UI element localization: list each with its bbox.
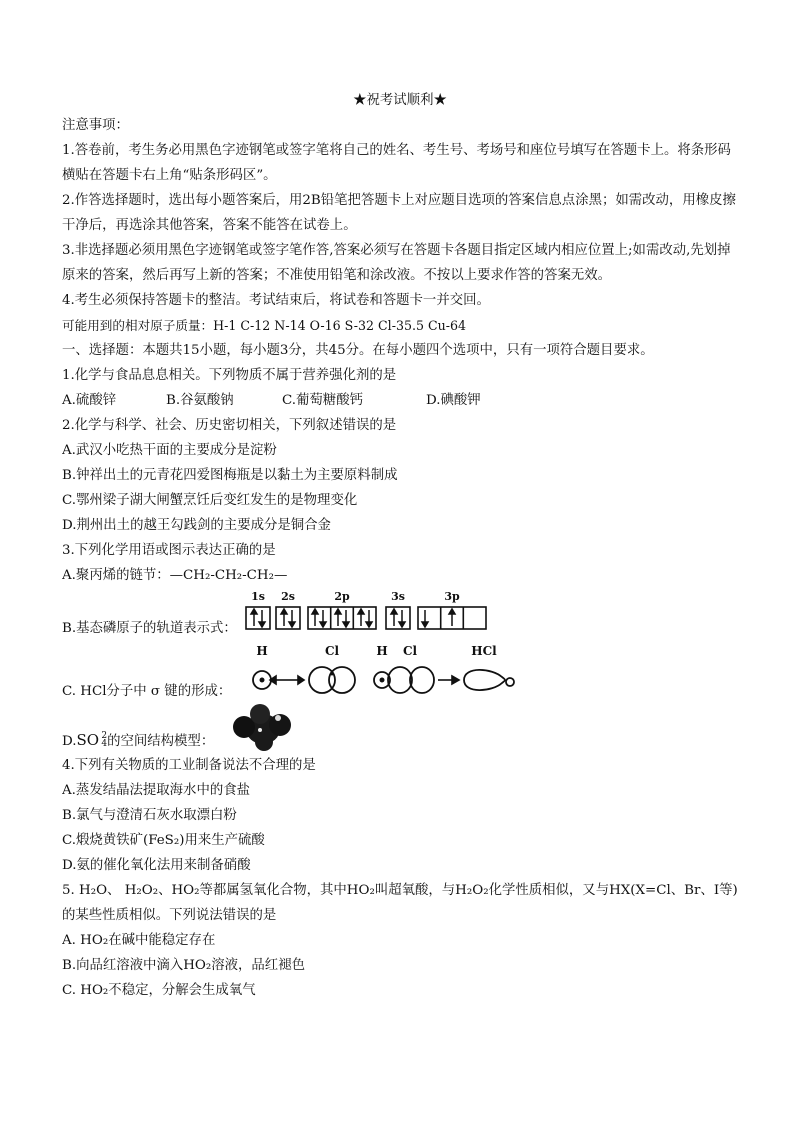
- sulfate-formula: SO 2 4: [76, 731, 108, 749]
- orbital-label: 2p: [334, 590, 350, 603]
- notice-item: 3.非选择题必须用黑色字迹钢笔或签字笔作答,答案必须写在答题卡各题目指定区域内相应位置上;如需改动,先划掉原来的答案，然后再写上新的答案；不准使用铅笔和涂改液。不按以上要求作答的答案无效。: [62, 243, 731, 283]
- molecule-label: HCl: [471, 644, 497, 658]
- orbital-label: 1s: [251, 590, 265, 603]
- option: D.荆州出土的越王勾践剑的主要成分是铜合金: [62, 518, 331, 533]
- atom-label: Cl: [402, 644, 418, 658]
- question-stem: 5. H₂O、 H₂O₂、HO₂等都属氢氧化合物，其中HO₂叫超氧酸，与H₂O₂化学性质相似，又与HX(X=Cl、Br、I等)的某些性质相似。下列说法错误的是: [62, 883, 738, 923]
- option: A.聚丙烯的链节：—CH₂-CH₂-CH₂—: [62, 568, 288, 583]
- question-stem: 1.化学与食品息息相关。下列物质不属于营养强化剂的是: [62, 368, 397, 383]
- option-b-row: [62, 588, 738, 640]
- option: B.氯气与澄清石灰水取漂白粉: [62, 808, 237, 823]
- orbital-diagram: [244, 588, 504, 640]
- notice-item: 2.作答选择题时，选出每小题答案后，用2B铅笔把答题卡上对应题目选项的答案信息点涂黑；如需改动，用橡皮擦干净后，再选涂其他答案，答案不能答在试卷上。: [62, 193, 736, 233]
- option: B.向品红溶液中滴入HO₂溶液，品红褪色: [62, 958, 305, 973]
- atomic-masses: 可能用到的相对原子质量：H-1 C-12 N-14 O-16 S-32 Cl-35.5 Cu-64: [62, 318, 467, 333]
- orbital-box-3s: [386, 607, 410, 629]
- orbital-label: 2s: [281, 590, 295, 603]
- sulfate-space-filling-model: [230, 703, 296, 751]
- option: A.硫酸锌: [62, 393, 117, 408]
- option: A.武汉小吃热干面的主要成分是淀粉: [62, 443, 277, 458]
- atom-label: H: [376, 644, 388, 658]
- exam-page: [62, 88, 738, 1003]
- question-stem: 4.下列有关物质的工业制备说法不合理的是: [62, 758, 316, 773]
- atom-label: Cl: [324, 644, 340, 658]
- option: B.钟祥出土的元青花四爱图梅瓶是以黏土为主要原料制成: [62, 468, 398, 483]
- notice-item: 1.答卷前，考生务必用黑色字迹钢笔或签字笔将自己的姓名、考生号、考场号和座位号填写在答题卡上。将条形码横贴在答题卡右上角“贴条形码区”。: [62, 143, 731, 183]
- option-row: [62, 388, 738, 413]
- orbital-label: 3s: [391, 590, 405, 603]
- reaction-arrows: [270, 676, 459, 684]
- option: C.葡萄糖酸钙: [282, 393, 363, 408]
- notice-item: 4.考生必须保持答题卡的整洁。考试结束后，将试卷和答题卡一并交回。: [62, 293, 490, 308]
- page-title: ★祝考试顺利★: [353, 93, 447, 108]
- option: B.基态磷原子的轨道表示式：: [62, 621, 237, 636]
- option-d-label: D.SO 2 4 的空间结构模型：: [62, 729, 214, 753]
- option-d-row: [62, 703, 738, 753]
- option: C. HCl分子中 σ 键的形成：: [62, 684, 232, 699]
- question-stem: 2.化学与科学、社会、历史密切相关，下列叙述错误的是: [62, 418, 397, 433]
- section-heading: 一、选择题：本题共15小题，每小题3分，共45分。在每小题四个选项中，只有一项符合题目要求。: [62, 343, 654, 358]
- notice-heading: 注意事项：: [62, 118, 129, 133]
- option: A. HO₂在碱中能稳定存在: [62, 933, 216, 948]
- orbital-box-2p: [308, 607, 376, 629]
- atom-label: H: [256, 644, 268, 658]
- option: C. HO₂不稳定，分解会生成氧气: [62, 983, 256, 998]
- cl-orbital-lobe: [388, 667, 412, 693]
- orbital-box-1s: [246, 607, 270, 629]
- option: B.谷氨酸钠: [166, 393, 234, 408]
- option: D.碘酸钾: [426, 393, 481, 408]
- option: C.鄂州梁子湖大闸蟹烹饪后变红发生的是物理变化: [62, 493, 358, 508]
- cl-orbital-lobe: [410, 667, 434, 693]
- hcl-bond-orbital: [464, 670, 505, 690]
- sigma-bond-diagram: [246, 640, 526, 703]
- option: C.煅烧黄铁矿(FeS₂)用来生产硫酸: [62, 833, 265, 848]
- orbital-label: 3p: [444, 590, 460, 603]
- cl-orbital-lobe: [329, 667, 355, 693]
- orbital-box-2s: [276, 607, 300, 629]
- option: A.蒸发结晶法提取海水中的食盐: [62, 783, 251, 798]
- cl-orbital-lobe: [309, 667, 335, 693]
- option-c-row: [62, 640, 738, 703]
- option: D.氨的催化氧化法用来制备硝酸: [62, 858, 251, 873]
- question-stem: 3.下列化学用语或图示表达正确的是: [62, 543, 276, 558]
- back-lobe: [506, 678, 514, 686]
